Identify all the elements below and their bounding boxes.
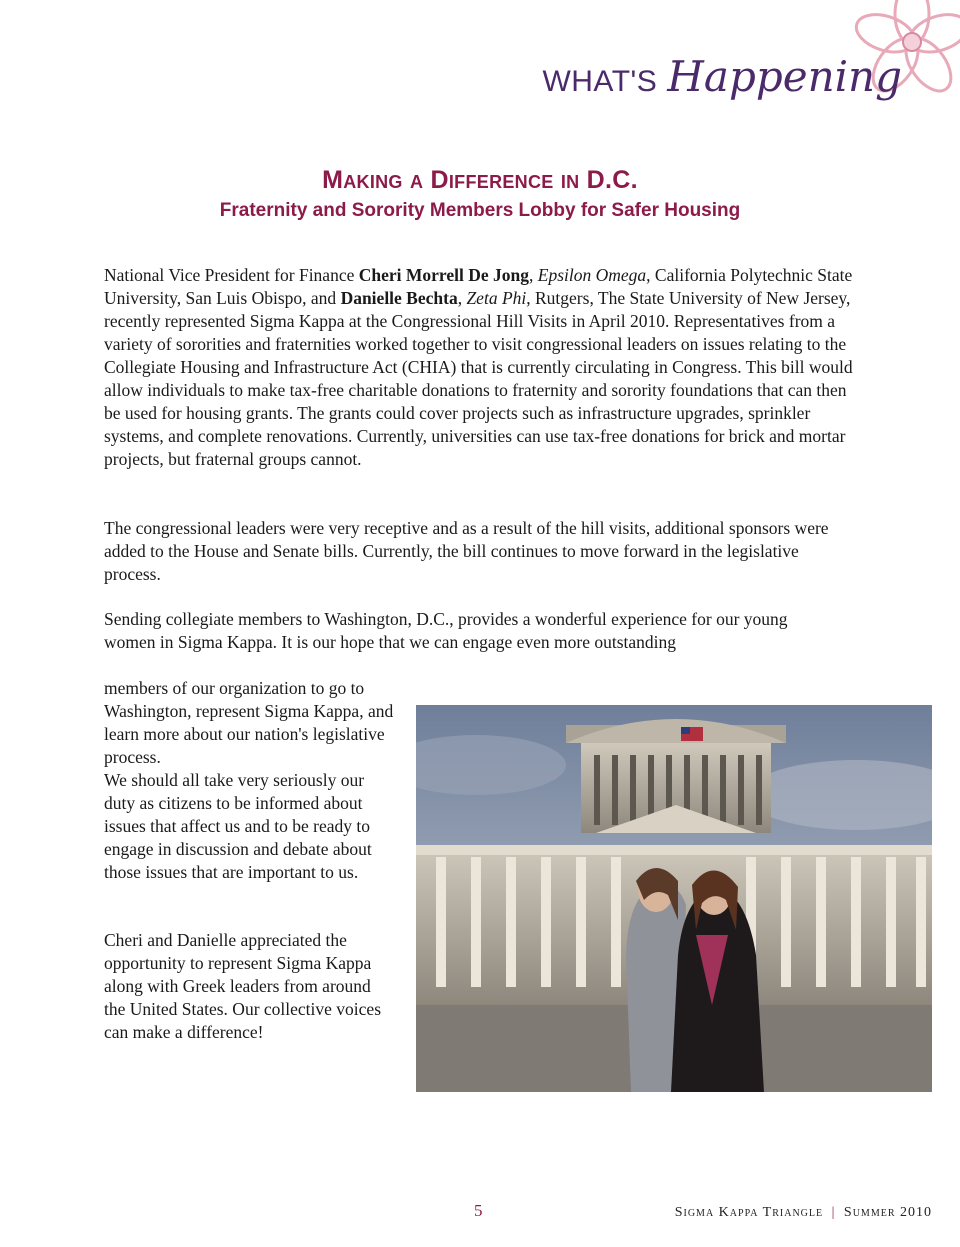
issue-date: Summer 2010 <box>843 1205 932 1220</box>
publication-name: Sigma Kappa Triangle <box>674 1205 824 1220</box>
section-header-whats: WHAT'S <box>542 65 658 98</box>
section-header-happening: Happening <box>667 52 902 101</box>
article-paragraph-4: We should all take very seriously our duty as citizens to be informed about issues that affect us and to be ready to engage in discussion and debate about those issues that are important to us. <box>104 770 372 882</box>
article-paragraph-2: The congressional leaders were very receptive and as a result of the hill visits, additional sponsors were added to the House and Senate bills. Currently, the bill continues to move forward in the legislative process. <box>104 518 829 584</box>
chapter-name: Zeta Phi <box>466 288 527 308</box>
footer-separator: | <box>831 1205 836 1220</box>
article-paragraph-5: Cheri and Danielle appreciated the opportunity to represent Sigma Kappa along with Greek leaders from around the United States. Our collective voices can make a difference! <box>104 930 382 1042</box>
article-paragraph-3-continued: members of our organization to go to Washington, represent Sigma Kappa, and learn more about our nation's legislative process. <box>104 678 394 767</box>
person-name: Cheri Morrell De Jong <box>358 265 529 285</box>
page-number: 5 <box>474 1201 483 1220</box>
article-paragraph-1: National Vice President for Finance Cheri Morrell De Jong, Epsilon Omega, California Polytechnic State University, San Luis Obispo, and Danielle Bechta, Zeta Phi, Rutgers, The State University of New Jersey, recently represented Sigma Kappa at the Congressional Hill Visits in April 2010. Representatives from a variety of sororities and fraternities worked together to visit congressional leaders on issues relating to the Collegiate Housing and Infrastructure Act (CHIA) that is currently circulating in Congress. This bill would allow individuals to make tax-free charitable donations to fraternity and sorority foundations that can then be used for housing grants. The grants could cover projects such as infrastructure upgrades, sprinkler systems, and complete renovations. Currently, universities can use tax-free donations for brick and mortar projects, but fraternal groups cannot. <box>104 265 853 469</box>
article-subtitle: Fraternity and Sorority Members Lobby for Safer Housing <box>219 200 741 221</box>
publication-footer <box>675 1205 932 1221</box>
article-title: Making a Difference in D.C. <box>322 166 638 194</box>
capitol-photo <box>416 705 932 1092</box>
section-header <box>542 52 902 101</box>
article-paragraph-3: Sending collegiate members to Washington, D.C., provides a wonderful experience for our young women in Sigma Kappa. It is our hope that we can engage even more outstanding <box>104 609 788 652</box>
chapter-name: Epsilon Omega <box>537 265 647 285</box>
person-name: Danielle Bechta <box>340 288 458 308</box>
